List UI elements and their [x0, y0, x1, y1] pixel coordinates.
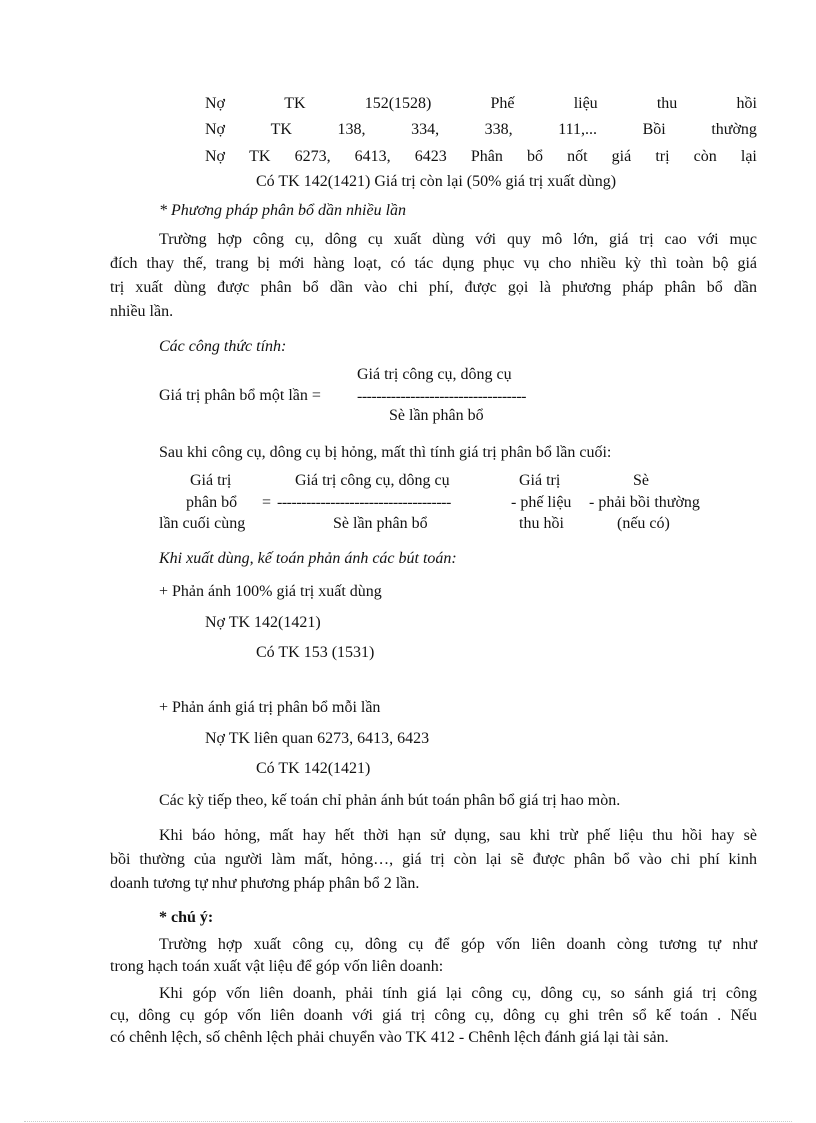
entry-a-credit: Có TK 153 (1531): [256, 644, 375, 661]
paragraph-disposal: [110, 824, 757, 896]
word: trị: [655, 148, 670, 165]
para-line: Khi báo hỏng, mất hay hết thời hạn sử dụng, sau khi trừ phế liệu thu hồi hay sè: [159, 827, 757, 844]
entry-b-title: + Phản ánh giá trị phân bổ mỗi lần: [159, 699, 381, 716]
word: bổ: [527, 148, 543, 165]
section-heading: * Phương pháp phân bổ dần nhiều lần: [159, 202, 407, 219]
para-line: cụ, dông cụ góp vốn liên doanh với giá trị công cụ, dông cụ ghi trên sổ kế toán . Nếu: [110, 1007, 757, 1024]
formula2-term1-line3: thu hồi: [519, 515, 564, 532]
formula2-denominator: Sè lần phân bổ: [333, 515, 428, 532]
word: Phân: [470, 148, 503, 165]
formula2-term2-line2: - phải bồi thường: [589, 494, 700, 511]
entry-line-compensation: [205, 120, 757, 140]
word: thu: [656, 95, 678, 112]
note-heading: * chú ý:: [159, 909, 214, 926]
page-bottom-divider: [24, 1121, 792, 1122]
para-line: trị xuất dùng được phân bổ dần vào chi phí, được gọi là phương pháp phân bổ dần: [110, 279, 757, 296]
word: Nợ: [205, 95, 226, 112]
formula-heading: Các công thức tính:: [159, 338, 287, 355]
formula2-equals: =: [262, 494, 272, 511]
formula1-lhs: Giá trị phân bổ một lần =: [159, 387, 321, 404]
word: còn: [693, 148, 717, 165]
para-line: trong hạch toán xuất vật liệu để góp vốn liên doanh:: [110, 958, 444, 975]
word: nốt: [567, 148, 588, 165]
para-line: đích thay thế, trang bị mới hàng loạt, có tác dụng phục vụ cho nhiều kỳ thì toàn bộ giá: [110, 255, 757, 272]
word: 111,...: [558, 121, 598, 138]
word: 138,: [337, 121, 366, 138]
entry-line-allocation: [205, 147, 757, 167]
word: hồi: [736, 95, 757, 112]
para-line: có chênh lệch, số chênh lệch phải chuyển vào TK 412 - Chênh lệch đánh giá lại tài sản.: [110, 1029, 669, 1046]
word: 334,: [411, 121, 440, 138]
word: Bồi: [642, 121, 666, 138]
formula2-term2-line3: (nếu có): [617, 515, 670, 532]
formula2-lhs-line2: phân bổ: [186, 494, 238, 511]
formula2-term1-line2: - phế liệu: [511, 494, 572, 511]
word: giá: [611, 148, 632, 165]
word: 152(1528): [364, 95, 432, 112]
formula2-lhs-line3: lần cuối cùng: [159, 515, 246, 532]
next-periods-text: Các kỳ tiếp theo, kế toán chỉ phản ánh bút toán phân bổ giá trị hao mòn.: [159, 792, 621, 809]
formula1-numerator: Giá trị công cụ, dông cụ: [357, 366, 512, 383]
word: TK: [249, 148, 271, 165]
entry-b-credit: Có TK 142(1421): [256, 760, 371, 777]
formula2-intro: Sau khi công cụ, dông cụ bị hỏng, mất thì tính giá trị phân bổ lần cuối:: [159, 444, 612, 461]
para-line: nhiều lần.: [110, 303, 174, 320]
formula2-fraction-bar: ------------------------------------: [277, 494, 451, 511]
word: lại: [740, 148, 757, 165]
word: Phế: [490, 95, 515, 112]
entry-a-title: + Phản ánh 100% giá trị xuất dùng: [159, 583, 382, 600]
entry-a-debit: Nợ TK 142(1421): [205, 614, 321, 631]
para-line: bồi thường của người làm mất, hỏng…, giá trị còn lại sẽ được phân bổ vào chi phí kinh: [110, 851, 757, 868]
formula2-term2-line1: Sè: [633, 472, 649, 489]
word: liệu: [573, 95, 598, 112]
word: 6273,: [294, 148, 331, 165]
word: TK: [284, 95, 306, 112]
formula2-numerator: Giá trị công cụ, dông cụ: [295, 472, 450, 489]
formula1-denominator: Sè lần phân bổ: [389, 407, 484, 424]
word: thường: [711, 121, 757, 138]
word: Nợ: [205, 121, 226, 138]
paragraph-revaluation: [110, 983, 757, 1049]
formula2-lhs-line1: Giá trị: [190, 472, 232, 489]
word: 6423: [414, 148, 447, 165]
para-line: doanh tương tự như phương pháp phân bổ 2 lần.: [110, 875, 420, 892]
entry-line-credit-142: Có TK 142(1421) Giá trị còn lại (50% giá trị xuất dùng): [256, 173, 617, 190]
word: TK: [270, 121, 292, 138]
formula2-term1-line1: Giá trị: [519, 472, 561, 489]
paragraph-intro: [110, 228, 757, 324]
entry-line-scrap: [205, 94, 757, 114]
word: 6413,: [354, 148, 391, 165]
paragraph-joint-venture: [110, 934, 757, 978]
word: 338,: [484, 121, 513, 138]
para-line: Trường hợp công cụ, dông cụ xuất dùng với quy mô lớn, giá trị cao với mục: [159, 231, 757, 248]
para-line: Trường hợp xuất công cụ, dông cụ để góp vốn liên doanh còng tương tự như: [159, 936, 757, 953]
entry-b-debit: Nợ TK liên quan 6273, 6413, 6423: [205, 730, 430, 747]
word: Nợ: [205, 148, 226, 165]
para-line: Khi góp vốn liên doanh, phải tính giá lại công cụ, dông cụ, so sánh giá trị công: [159, 985, 757, 1002]
entries-heading: Khi xuất dùng, kế toán phản ánh các bút toán:: [159, 550, 457, 567]
formula1-fraction-bar: -----------------------------------: [357, 388, 526, 405]
